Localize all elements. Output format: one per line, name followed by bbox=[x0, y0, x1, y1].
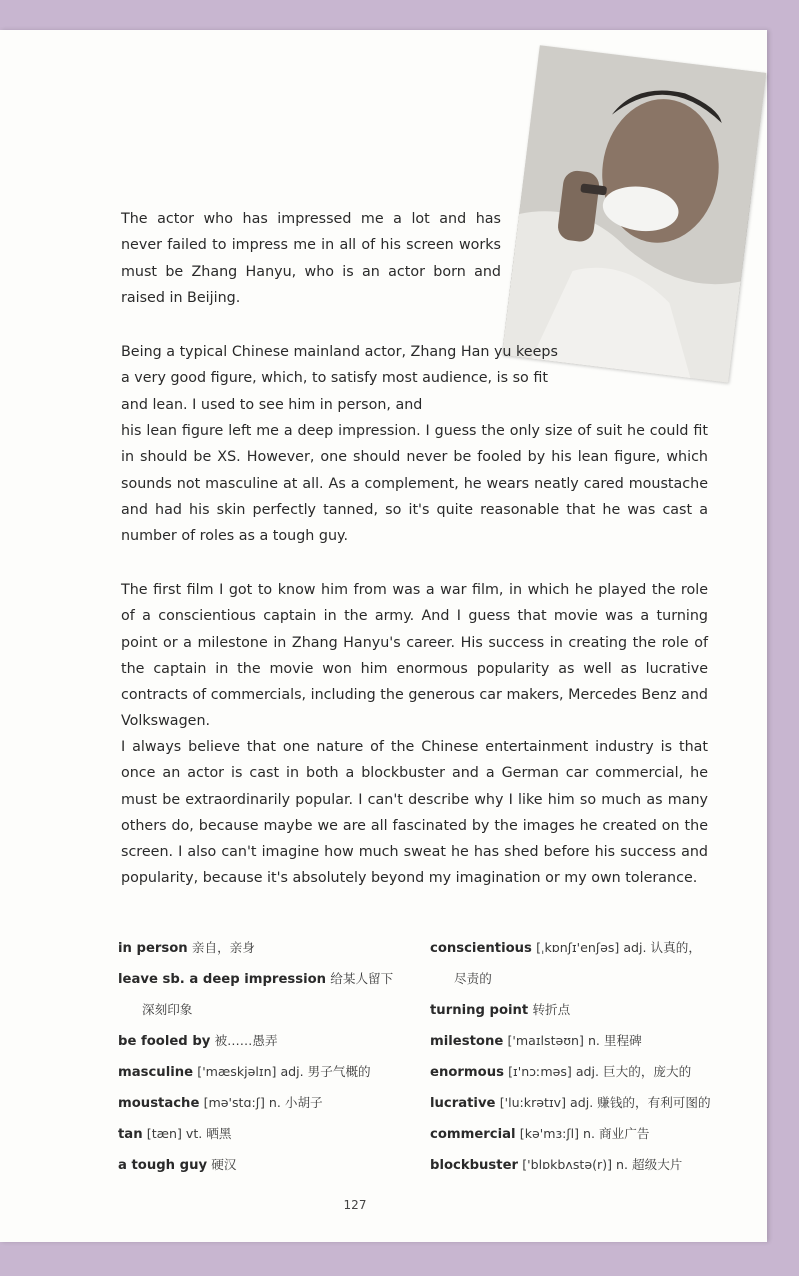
vocab-item: turning point 转折点 bbox=[430, 1002, 571, 1018]
vocab-item: a tough guy 硬汉 bbox=[118, 1157, 237, 1173]
paragraph-entertainment: I always believe that one nature of the Chinese entertainment industry is that once an actor is cast in both a blockbuster and a German car commercial, he must be extraordinarily popular. I can't describe why I like him so much as many others do, because maybe we are all fascinated by the images he created on the screen. I also can't imagine how much sweat he has shed before his success and popularity, because it's absolutely beyond my imagination or my own tolerance. bbox=[121, 739, 708, 887]
actor-photo-graphic bbox=[502, 45, 766, 382]
vocab-item: moustache [mə'stɑ:ʃ] n. 小胡子 bbox=[118, 1095, 323, 1111]
vocab-list-right bbox=[430, 933, 730, 1181]
page-number: 127 bbox=[343, 1198, 367, 1212]
vocab-item: be fooled by 被……愚弄 bbox=[118, 1033, 278, 1049]
vocab-item: in person 亲自，亲身 bbox=[118, 940, 255, 956]
paragraph-figure-cont: his lean figure left me a deep impression. I guess the only size of suit he could fit in should be XS. However, one should never be fooled by his lean figure, which sounds not masculine at all. As a complement, he wears neatly cared moustache and had his skin perfectly tanned, so it's quite reasonable that he was cast a number of roles as a tough guy. bbox=[121, 423, 708, 545]
actor-photo bbox=[502, 45, 766, 382]
vocab-item: commercial [kə'mɜ:ʃl] n. 商业广告 bbox=[430, 1126, 650, 1142]
vocab-item: blockbuster ['blɒkbʌstə(r)] n. 超级大片 bbox=[430, 1157, 683, 1173]
vocab-item: milestone ['maɪlstəʊn] n. 里程碑 bbox=[430, 1033, 642, 1049]
vocab-item: conscientious [ˌkɒnʃɪ'enʃəs] adj. 认真的， bbox=[430, 940, 701, 956]
vocab-list-left bbox=[118, 933, 418, 1181]
vocab-item: lucrative ['lu:krətɪv] adj. 赚钱的，有利可图的 bbox=[430, 1095, 711, 1111]
paragraph-figure-start: Being a typical Chinese mainland actor, Zhang Han yu keeps a very good figure, which, to satisfy most audience, is so fit and lean. I used to see him in person, and bbox=[121, 344, 558, 413]
vocab-item: tan [tæn] vt. 晒黑 bbox=[118, 1126, 232, 1142]
vocab-item-continued: 尽责的 bbox=[454, 971, 492, 986]
paragraph-intro: The actor who has impressed me a lot and has never failed to impress me in all of his screen works must be Zhang Hanyu, who is an actor born and raised in Beijing. bbox=[121, 211, 501, 306]
vocab-item: enormous [ɪ'nɔːməs] adj. 巨大的，庞大的 bbox=[430, 1064, 692, 1080]
vocab-item-continued: 深刻印象 bbox=[142, 1002, 193, 1017]
vocab-item: masculine ['mæskjəlɪn] adj. 男子气概的 bbox=[118, 1064, 371, 1080]
paragraph-war-film: The first film I got to know him from was a war film, in which he played the role of a conscientious captain in the army. And I guess that movie was a turning point or a milestone in Zhang Hanyu's career. His success in creating the role of the captain in the movie won him enormous popularity as well as lucrative contracts of commercials, including the generous car makers, Mercedes Benz and Volkswagen. bbox=[121, 582, 708, 730]
vocab-item: leave sb. a deep impression 给某人留下 bbox=[118, 971, 394, 987]
